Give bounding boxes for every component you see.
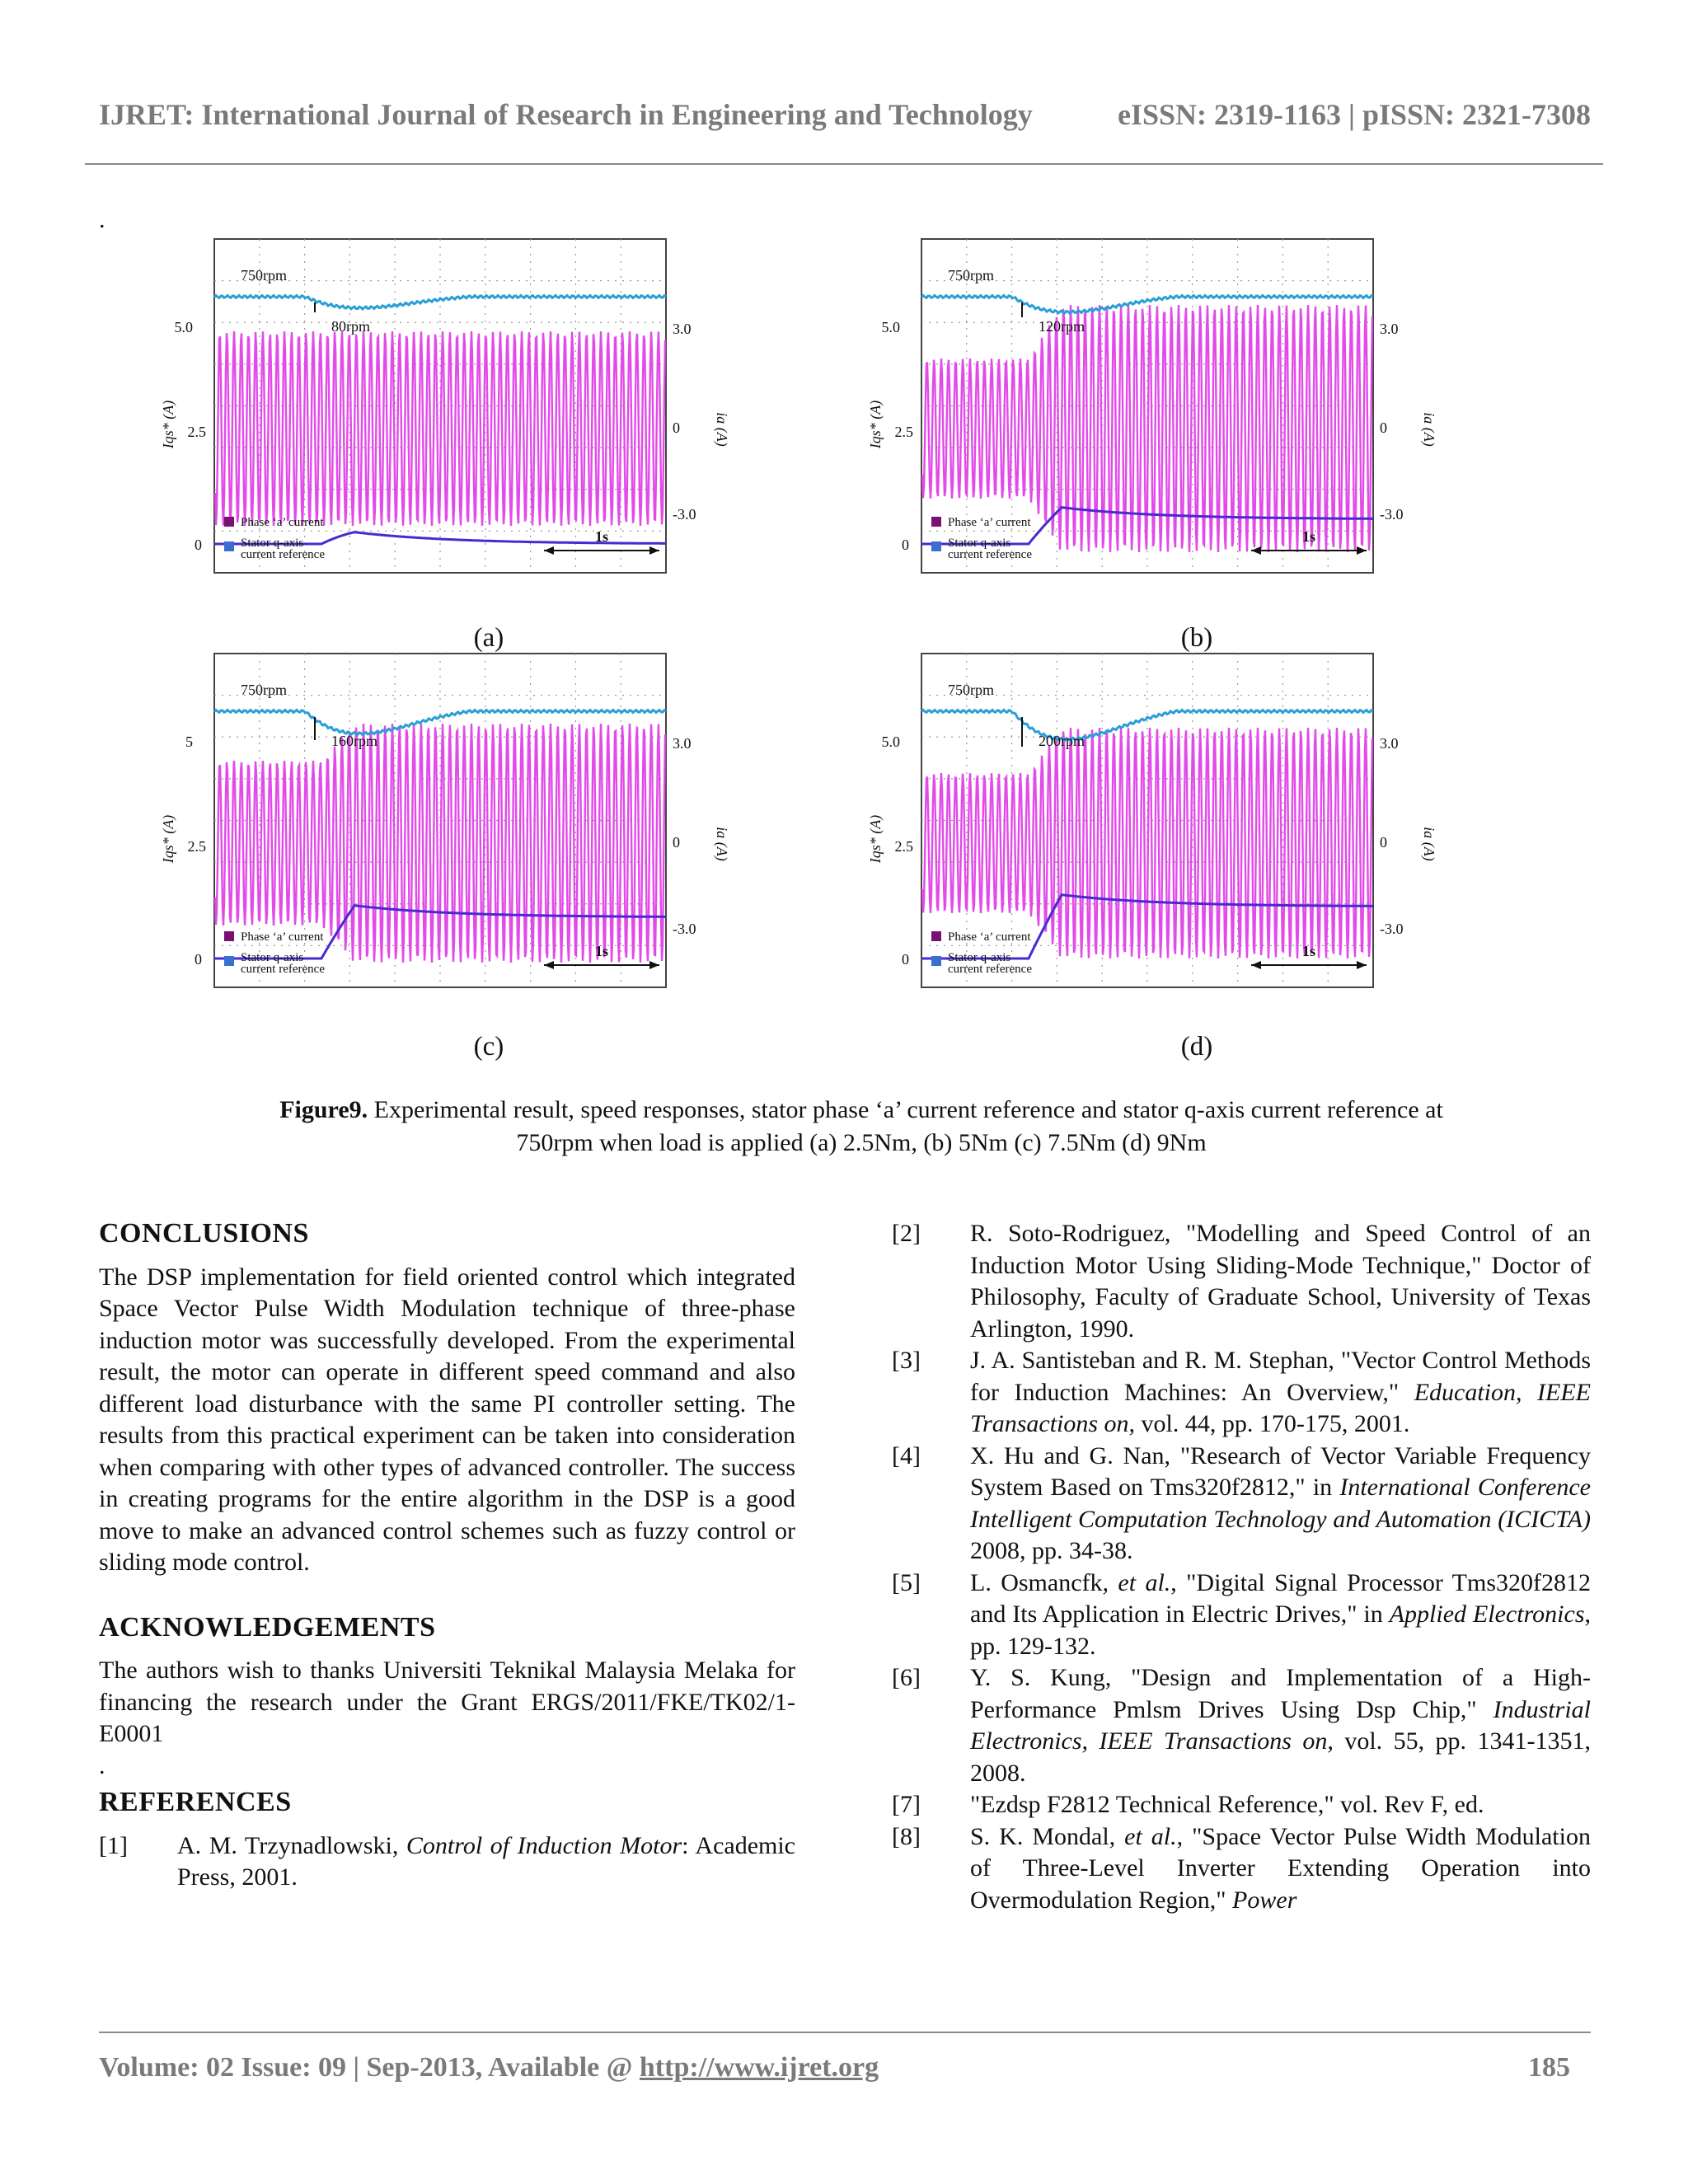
legend-q-label-1: Stator q-axis bbox=[241, 951, 304, 964]
legend-q-swatch bbox=[224, 541, 234, 551]
acknowledgements-heading: ACKNOWLEDGEMENTS bbox=[99, 1611, 436, 1643]
legend-phase-label: Phase ‘a’ current bbox=[241, 516, 324, 529]
reference-item: [4] X. Hu and G. Nan, "Research of Vector Variable Frequency System Based on Tms320f2812," in International Conference Intelligent Computation Technology and Automation (ICICTA) 2008, pp. 34-38. bbox=[892, 1441, 1591, 1564]
right-axis-label: ia (A) bbox=[1421, 827, 1437, 861]
time-scale-label: 1s bbox=[594, 528, 609, 545]
caption-line1: Experimental result, speed responses, stator phase ‘a’ current reference and stator q-axis current reference at bbox=[373, 1096, 1443, 1123]
page-number: 185 bbox=[1528, 2052, 1570, 2083]
legend-phase-swatch bbox=[931, 517, 941, 527]
conclusions-heading: CONCLUSIONS bbox=[99, 1218, 309, 1249]
speed-label: 750rpm bbox=[241, 682, 287, 698]
acknowledgements-dot: . bbox=[99, 1751, 106, 1779]
panel-label-c: (c) bbox=[473, 1032, 504, 1062]
left-axis-tick: 0 bbox=[195, 537, 202, 553]
legend-q-swatch bbox=[931, 541, 941, 551]
page-footer bbox=[99, 2052, 1570, 2083]
conclusions-text: The DSP implementation for field oriented control which integrated Space Vector Pulse Width Modulation technique of three-phase induction motor was successfully developed. From the experimental result, the motor can operate in different speed command and also different load disturbance with the same PI controller setting. The results from this practical experiment can be taken into consideration when comparing with other types of advanced controller. The success in creating programs for the entire algorithm in the DSP is a good move to make an advanced control schemes such as fuzzy control or sliding mode control. bbox=[99, 1263, 795, 1576]
left-axis-tick: 2.5 bbox=[894, 838, 913, 855]
reference-item: [2] R. Soto-Rodriguez, "Modelling and Speed Control of an Induction Motor Using Sliding-Mode Technique," Doctor of Philosophy, Faculty of Graduate School, University of Texas Arlington, 1990. bbox=[892, 1220, 1591, 1343]
speed-label: 750rpm bbox=[241, 267, 287, 284]
reference-item: [7] "Ezdsp F2812 Technical Reference," vol. Rev F, ed. bbox=[892, 1791, 1484, 1818]
reference-item: [6] Y. S. Kung, "Design and Implementation of a High-Performance Pmlsm Drives Using Dsp Chip," Industrial Electronics, IEEE Transactions on, vol. 55, pp. 1341-1351, 2008. bbox=[892, 1664, 1591, 1787]
left-axis-tick: 5.0 bbox=[881, 733, 900, 750]
speed-dip-label: 80rpm bbox=[331, 318, 370, 335]
figure-caption bbox=[148, 1094, 1574, 1160]
figure-panel-c bbox=[148, 649, 824, 1037]
running-header bbox=[99, 97, 1591, 132]
left-axis-tick: 2.5 bbox=[187, 838, 206, 855]
left-axis-label: Iqs* (A) bbox=[867, 814, 884, 864]
time-scale-label: 1s bbox=[1301, 528, 1316, 545]
oscilloscope-plot bbox=[856, 649, 1531, 1037]
reference-item: [1] A. M. Trzynadlowski, Control of Induction Motor: Academic Press, 2001. bbox=[99, 1831, 795, 1891]
right-axis-tick: 3.0 bbox=[673, 735, 692, 752]
issn: eISSN: 2319-1163 | pISSN: 2321-7308 bbox=[1118, 98, 1591, 131]
left-axis-tick: 5.0 bbox=[881, 319, 900, 335]
right-axis-tick: -3.0 bbox=[673, 506, 696, 523]
left-axis-tick: 2.5 bbox=[187, 424, 206, 440]
speed-label: 750rpm bbox=[948, 267, 994, 284]
panel-label-a: (a) bbox=[473, 623, 504, 653]
figure-panel-b bbox=[856, 235, 1531, 622]
legend-q-swatch bbox=[224, 956, 234, 966]
left-axis-tick: 0 bbox=[902, 537, 909, 553]
legend-q-swatch bbox=[931, 956, 941, 966]
time-scale-label: 1s bbox=[1301, 943, 1316, 959]
legend-q-label-2: current reference bbox=[948, 963, 1032, 976]
oscilloscope-plot bbox=[856, 235, 1531, 622]
legend-phase-label: Phase ‘a’ current bbox=[241, 930, 324, 944]
left-axis-tick: 5 bbox=[185, 733, 193, 750]
figure-panel-d bbox=[856, 649, 1531, 1037]
speed-dip-label: 200rpm bbox=[1039, 733, 1085, 749]
speed-dip-label: 120rpm bbox=[1039, 318, 1085, 335]
speed-label: 750rpm bbox=[948, 682, 994, 698]
caption-label: Figure9. bbox=[279, 1096, 368, 1123]
legend-q-label-2: current reference bbox=[948, 548, 1032, 561]
left-axis-tick: 2.5 bbox=[894, 424, 913, 440]
right-axis-label: ia (A) bbox=[714, 827, 730, 861]
legend-q-label-2: current reference bbox=[241, 963, 325, 976]
right-axis-tick: 0 bbox=[673, 419, 680, 436]
left-column bbox=[99, 1218, 795, 1894]
left-axis-label: Iqs* (A) bbox=[867, 400, 884, 449]
legend-q-label-1: Stator q-axis bbox=[948, 537, 1011, 550]
left-axis-tick: 5.0 bbox=[174, 319, 193, 335]
reference-item: [3] J. A. Santisteban and R. M. Stephan, "Vector Control Methods for Induction Machines: An Overview," Education, IEEE Transactions on, vol. 44, pp. 170-175, 2001. bbox=[892, 1347, 1591, 1437]
left-axis-tick: 0 bbox=[902, 951, 909, 968]
acknowledgements-text: The authors wish to thanks Universiti Teknikal Malaysia Melaka for financing the research under the Grant ERGS/2011/FKE/TK02/1-E0001 bbox=[99, 1657, 795, 1747]
oscilloscope-plot bbox=[148, 235, 824, 622]
reference-item: [8] S. K. Mondal, et al., "Space Vector Pulse Width Modulation of Three-Level Inverter Extending Operation into Overmodulation Region," Power bbox=[892, 1822, 1591, 1914]
left-axis-label: Iqs* (A) bbox=[160, 400, 176, 449]
legend-phase-swatch bbox=[224, 517, 234, 527]
footer-volume: Volume: 02 Issue: 09 | Sep-2013, Available @ bbox=[99, 2052, 640, 2083]
right-axis-tick: 3.0 bbox=[1380, 321, 1399, 337]
panel-label-d: (d) bbox=[1180, 1032, 1213, 1062]
left-axis-label: Iqs* (A) bbox=[160, 814, 176, 864]
left-axis-tick: 0 bbox=[195, 951, 202, 968]
right-axis-label: ia (A) bbox=[1421, 412, 1437, 447]
right-axis-tick: -3.0 bbox=[673, 921, 696, 937]
panel-label-b: (b) bbox=[1180, 623, 1213, 653]
legend-phase-swatch bbox=[224, 931, 234, 941]
figure-panel-a bbox=[148, 235, 824, 622]
right-axis-tick: 0 bbox=[1380, 834, 1387, 851]
stray-dot: . bbox=[99, 206, 106, 233]
legend-q-label-1: Stator q-axis bbox=[948, 951, 1011, 964]
right-axis-tick: 0 bbox=[673, 834, 680, 851]
legend-q-label-2: current reference bbox=[241, 548, 325, 561]
right-axis-tick: 3.0 bbox=[673, 321, 692, 337]
right-axis-tick: -3.0 bbox=[1380, 921, 1404, 937]
caption-line2: 750rpm when load is applied (a) 2.5Nm, (b) 5Nm (c) 7.5Nm (d) 9Nm bbox=[516, 1129, 1207, 1156]
legend-phase-swatch bbox=[931, 931, 941, 941]
legend-q-label-1: Stator q-axis bbox=[241, 537, 304, 550]
legend-phase-label: Phase ‘a’ current bbox=[948, 930, 1031, 944]
time-scale-label: 1s bbox=[594, 943, 609, 959]
header-rule bbox=[85, 163, 1603, 165]
right-axis-tick: 0 bbox=[1380, 419, 1387, 436]
oscilloscope-plot bbox=[148, 649, 824, 1037]
references-heading: REFERENCES bbox=[99, 1787, 292, 1817]
journal-title: IJRET: International Journal of Research in Engineering and Technology bbox=[99, 98, 1033, 131]
right-axis-label: ia (A) bbox=[714, 412, 730, 447]
right-column bbox=[892, 1218, 1591, 1916]
reference-item: [5] L. Osmancfk, et al., "Digital Signal Processor Tms320f2812 and Its Application in Electric Drives," in Applied Electronics, pp. 129-132. bbox=[892, 1568, 1591, 1660]
right-axis-tick: -3.0 bbox=[1380, 506, 1404, 523]
speed-dip-label: 160rpm bbox=[331, 733, 377, 749]
journal-link[interactable]: http://www.ijret.org bbox=[639, 2052, 879, 2083]
footer-rule bbox=[99, 2032, 1591, 2033]
right-axis-tick: 3.0 bbox=[1380, 735, 1399, 752]
legend-phase-label: Phase ‘a’ current bbox=[948, 516, 1031, 529]
